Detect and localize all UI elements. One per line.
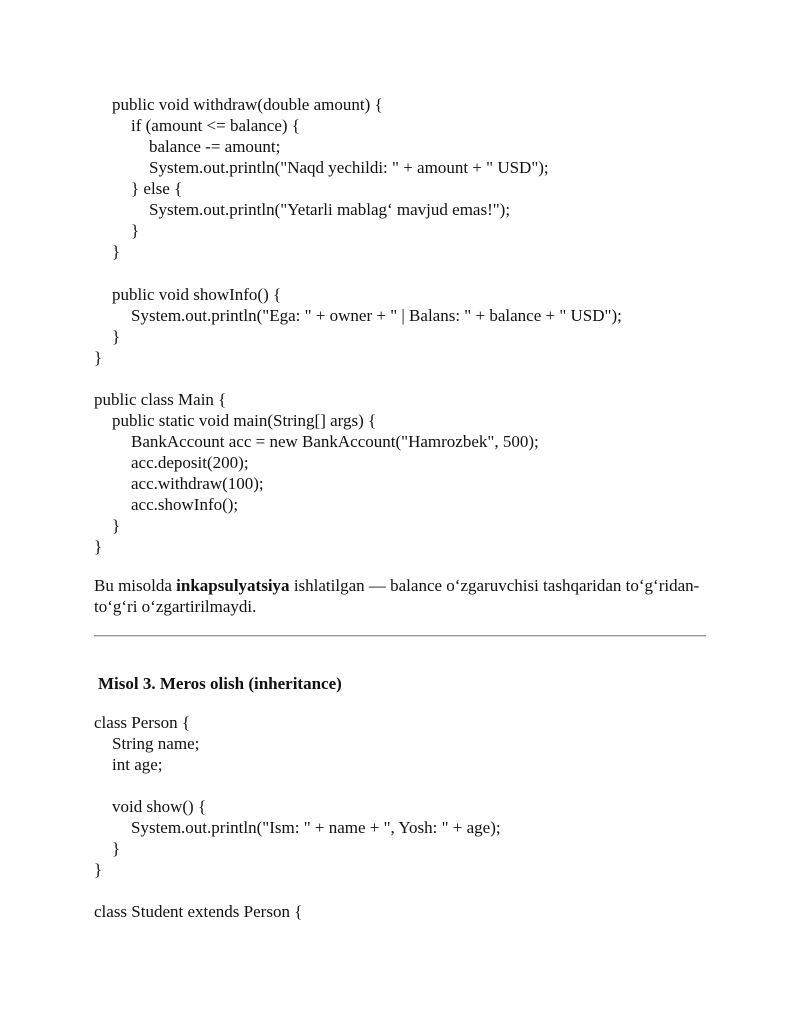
paragraph-bold-term: inkapsulyatsiya — [176, 576, 290, 595]
code-line: } — [94, 348, 103, 367]
code-line: System.out.println("Naqd yechildi: " + amount + " USD"); — [149, 158, 549, 177]
code-line: } — [112, 839, 121, 858]
code-line: balance -= amount; — [149, 137, 281, 156]
code-line: void show() { — [112, 797, 207, 816]
code-line: BankAccount acc = new BankAccount("Hamrozbek", 500); — [131, 432, 539, 451]
code-line: public void withdraw(double amount) { — [112, 95, 383, 114]
code-line: System.out.println("Ega: " + owner + " | Balans: " + balance + " USD"); — [131, 306, 622, 325]
code-line: int age; — [112, 755, 163, 774]
code-line: public class Main { — [94, 390, 227, 409]
code-line: } — [131, 221, 140, 240]
code-line: System.out.println("Ism: " + name + ", Yosh: " + age); — [131, 818, 501, 837]
code-line: acc.showInfo(); — [131, 495, 239, 514]
code-line: class Person { — [94, 713, 190, 732]
code-line: } — [112, 327, 121, 346]
code-line: if (amount <= balance) { — [131, 116, 300, 135]
section-heading: Misol 3. Meros olish (inheritance) — [98, 674, 342, 693]
code-line: } — [112, 516, 121, 535]
code-line: } — [94, 860, 103, 879]
code-line: public static void main(String[] args) { — [112, 411, 377, 430]
code-line: System.out.println("Yetarli mablag‘ mavjud emas!"); — [149, 200, 511, 219]
paragraph-suffix: ishlatilgan — balance o‘zgaruvchisi tashqaridan to‘g‘ridan-to‘g‘ri o‘zgartirilmaydi. — [94, 576, 700, 616]
explanation-paragraph — [94, 575, 714, 617]
horizontal-divider — [94, 635, 706, 637]
code-line: class Student extends Person { — [94, 902, 303, 921]
code-line: public void showInfo() { — [112, 285, 282, 304]
code-line: acc.withdraw(100); — [131, 474, 264, 493]
code-line: acc.deposit(200); — [131, 453, 249, 472]
paragraph-prefix: Bu misolda — [94, 576, 177, 595]
code-line: } — [112, 242, 121, 261]
code-line: } else { — [131, 179, 183, 198]
code-line: } — [94, 537, 103, 556]
code-line: String name; — [112, 734, 200, 753]
